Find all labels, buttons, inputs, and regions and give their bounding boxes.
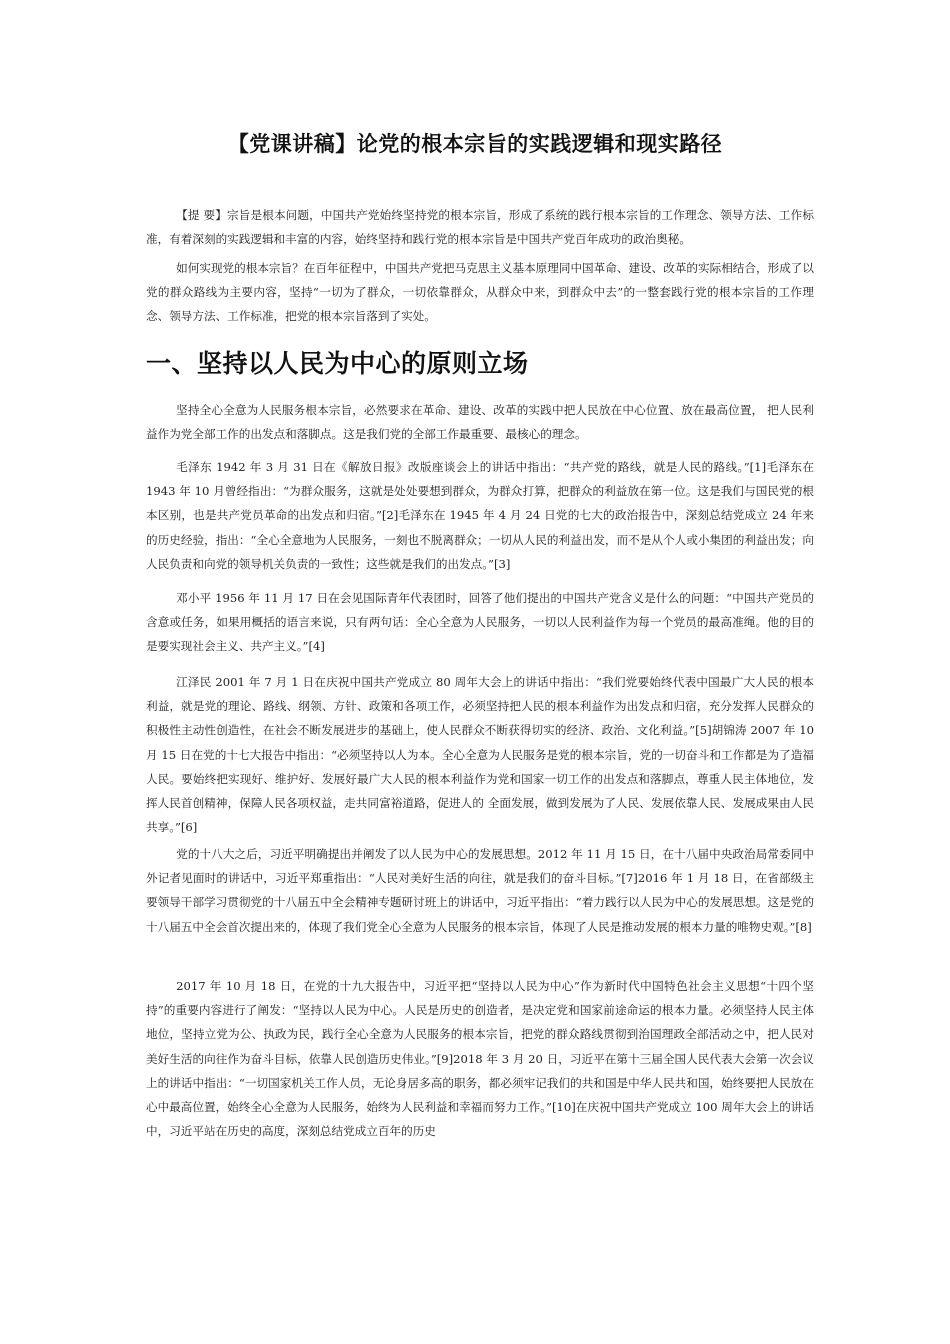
body-paragraph: 邓小平 1956 年 11 月 17 日在会见国际青年代表团时，回答了他们提出的中国共产党含义是什么的问题：“中国共产党员的含意或任务，如果用概括的语言来说，只有两句话：全心全意为人民服务，一切以人民利益作为每一个党员的最高准绳。他的目的是要实现社会主义、共产主义。”[4] xyxy=(146,591,814,654)
section-heading: 一、坚持以人民为中心的原则立场 xyxy=(146,349,529,378)
body-paragraph: 毛泽东 1942 年 3 月 31 日在《解放日报》改版座谈会上的讲话中指出：“共产党的路线，就是人民的路线。”[1]毛泽东在 1943 年 10 月曾经指出：“为群众服务，这就是处处要想到群众，为群众打算，把群众的利益放在第一位。这是我们与国民党的根本区别，也是共产党员革命的出发点和归宿。”[2]毛泽东在 1945 年 4 月 24 日党的七大的政治报告中，深刻总结党成立 24 年来的历史经验，指出：“全心全意地为人民服务，一刻也不脱离群众；一切从人民的利益出发，而不是从个人或小集团的利益出发；向人民负责和向党的领导机关负责的一致性；这些就是我们的出发点。”[3] xyxy=(146,460,814,571)
body-paragraph: 如何实现党的根本宗旨？在百年征程中，中国共产党把马克思主义基本原理同中国革命、建设、改革的实际相结合，形成了以党的群众路线为主要内容，坚持“一切为了群众，一切依靠群众，从群众中来，到群众中去”的一整套践行党的根本宗旨的工作理念、领导方法、工作标准，把党的根本宗旨落到了实处。 xyxy=(146,261,814,324)
page-title: 【党课讲稿】论党的根本宗旨的实践逻辑和现实路径 xyxy=(227,132,723,156)
body-paragraph: 党的十八大之后，习近平明确提出并阐发了以人民为中心的发展思想。2012 年 11 月 15 日，在十八届中央政治局常委同中外记者见面时的讲话中，习近平郑重指出：“人民对美好生活的向往，就是我们的奋斗目标。”[7]2016 年 1 月 18 日，在省部级主要领导干部学习贯彻党的十八届五中全会精神专题研讨班上的讲话中，习近平指出：“着力践行以人民为中心的发展思想。这是党的十八届五中全会首次提出来的，体现了我们党全心全意为人民服务的根本宗旨，体现了人民是推动发展的根本力量的唯物史观。”[8] xyxy=(146,847,814,934)
body-paragraph: 江泽民 2001 年 7 月 1 日在庆祝中国共产党成立 80 周年大会上的讲话中指出：“我们党要始终代表中国最广大人民的根本利益，就是党的理论、路线、纲领、方针、政策和各项工作，必须坚持把人民的根本利益作为出发点和归宿，充分发挥人民群众的积极性主动性创造性，在社会不断发展进步的基础上，使人民群众不断获得切实的经济、政治、文化利益。”[5]胡锦涛 2007 年 10 月 15 日在党的十七大报告中指出：“必须坚持以人为本。全心全意为人民服务是党的根本宗旨，党的一切奋斗和工作都是为了造福人民。要始终把实现好、维护好、发展好最广大人民的根本利益作为党和国家一切工作的出发点和落脚点，尊重人民主体地位，发挥人民首创精神，保障人民各项权益，走共同富裕道路，促进人的 全面发展，做到发展为了人民、发展依靠人民、发展成果由人民共享。”[6] xyxy=(146,675,814,835)
abstract-paragraph: 【提 要】宗旨是根本问题，中国共产党始终坚持党的根本宗旨，形成了系统的践行根本宗旨的工作理念、领导方法、工作标准，有着深刻的实践逻辑和丰富的内容，始终坚持和践行党的根本宗旨是中国共产党百年成功的政治奥秘。 xyxy=(146,208,814,247)
body-paragraph: 2017 年 10 月 18 日，在党的十九大报告中，习近平把“坚持以人民为中心”作为新时代中国特色社会主义思想“十四个坚持”的重要内容进行了阐发：“坚持以人民为中心。人民是历史的创造者，是决定党和国家前途命运的根本力量。必须坚持人民主体地位，坚持立党为公、执政为民，践行全心全意为人民服务的根本宗旨，把党的群众路线贯彻到治国理政全部活动之中，把人民对美好生活的向往作为奋斗目标，依靠人民创造历史伟业。”[9]2018 年 3 月 20 日，习近平在第十三届全国人民代表大会第一次会议上的讲话中指出：“一切国家机关工作人员，无论身居多高的职务，都必须牢记我们的共和国是中华人民共和国，始终要把人民放在心中最高位置，始终全心全意为人民服务，始终为人民利益和幸福而努力工作。”[10]在庆祝中国共产党成立 100 周年大会上的讲话中，习近平站在历史的高度，深刻总结党成立百年的历史 xyxy=(146,979,814,1139)
body-paragraph: 坚持全心全意为人民服务根本宗旨，必然要求在革命、建设、改革的实践中把人民放在中心位置、放在最高位置， 把人民利益作为党全部工作的出发点和落脚点。这是我们党的全部工作最重要、最核心的理念。 xyxy=(146,403,814,442)
